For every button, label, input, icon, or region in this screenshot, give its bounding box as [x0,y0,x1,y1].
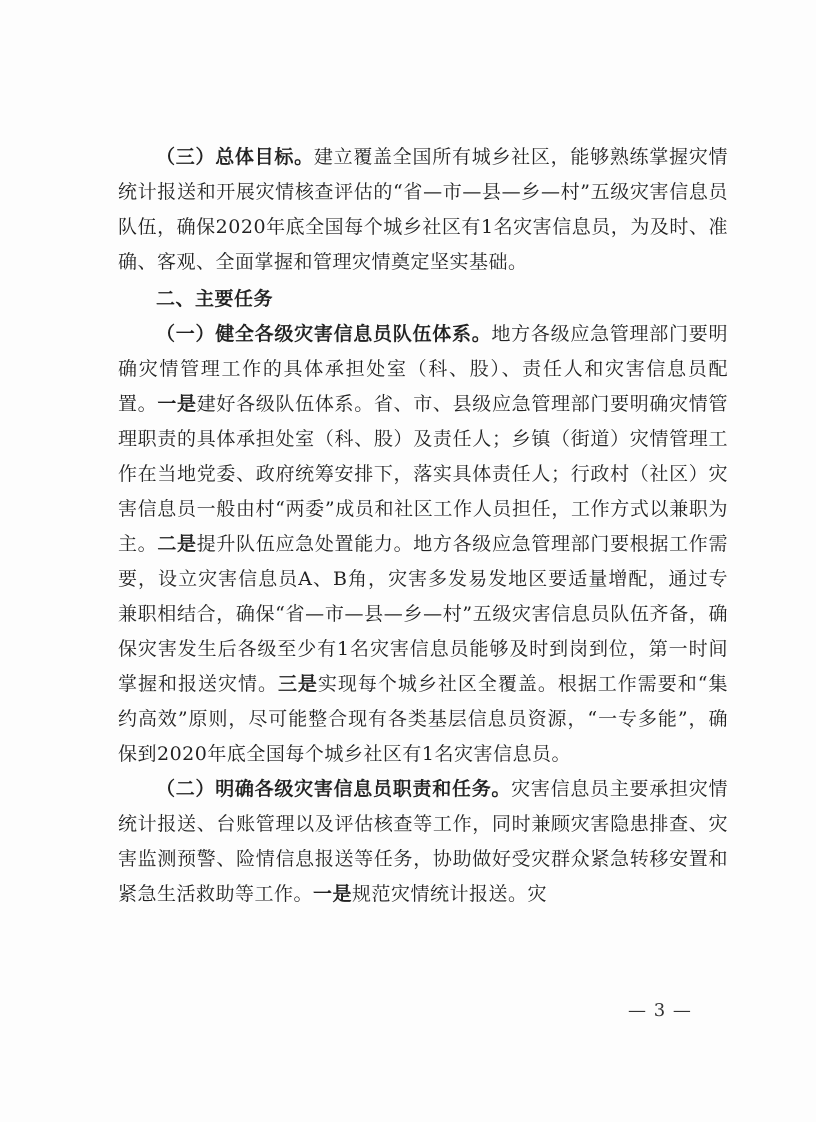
paragraph-text: 规范灾情统计报送。灾 [352,883,548,905]
paragraph-overall-goal [118,140,728,280]
paragraph-text: 实现每个城乡社区全覆盖。根据工作需要和“集约高效”原则，尽可能整合现有各类基层信息员资源，“一专多能”，确保到2020年底全国每个城乡社区有1名灾害信息员。 [118,673,728,765]
bold-marker: 二是 [157,533,197,555]
paragraph-task-1 [118,317,728,772]
bold-marker: 一是 [313,883,353,905]
paragraph-lead: （二）明确各级灾害信息员职责和任务。 [156,778,512,800]
paragraph-lead: （三）总体目标。 [156,146,314,168]
paragraph-text: 地方各级应急管理部门要明确灾情管理工作的具体承担处室（科、股）、责任人和灾害信息员配置。 [118,323,728,415]
bold-marker: 一是 [157,393,197,415]
paragraph-text: 建好各级队伍体系。省、市、县级应急管理部门要明确灾情管理职责的具体承担处室（科、股）及责任人；乡镇（街道）灾情管理工作在当地党委、政府统筹安排下，落实具体责任人；行政村（社区）灾害信息员一般由村“两委”成员和社区工作人员担任，工作方式以兼职为主。 [118,393,728,555]
paragraph-text: 建立覆盖全国所有城乡社区，能够熟练掌握灾情统计报送和开展灾情核查评估的“省—市—县—乡—村”五级灾害信息员队伍，确保2020年底全国每个城乡社区有1名灾害信息员，为及时、准确、客观、全面掌握和管理灾情奠定坚实基础。 [118,146,728,273]
paragraph-text: 灾害信息员主要承担灾情统计报送、台账管理以及评估核查等工作，同时兼顾灾害隐患排查、灾害监测预警、险情信息报送等任务，协助做好受灾群众紧急转移安置和紧急生活救助等工作。 [118,778,728,905]
paragraph-text: 提升队伍应急处置能力。地方各级应急管理部门要根据工作需要，设立灾害信息员A、B角，灾害多发易发地区要适量增配，通过专兼职相结合，确保“省—市—县—乡—村”五级灾害信息员队伍齐备，确保灾害发生后各级至少有1名灾害信息员能够及时到岗到位，第一时间掌握和报送灾情。 [118,533,728,695]
paragraph-task-2 [118,772,728,912]
page-number: — 3 — [628,1000,692,1021]
document-body [118,140,728,912]
section-heading: 二、主要任务 [156,288,274,310]
paragraph-lead: （一）健全各级灾害信息员队伍体系。 [156,323,492,345]
bold-marker: 三是 [277,673,318,695]
